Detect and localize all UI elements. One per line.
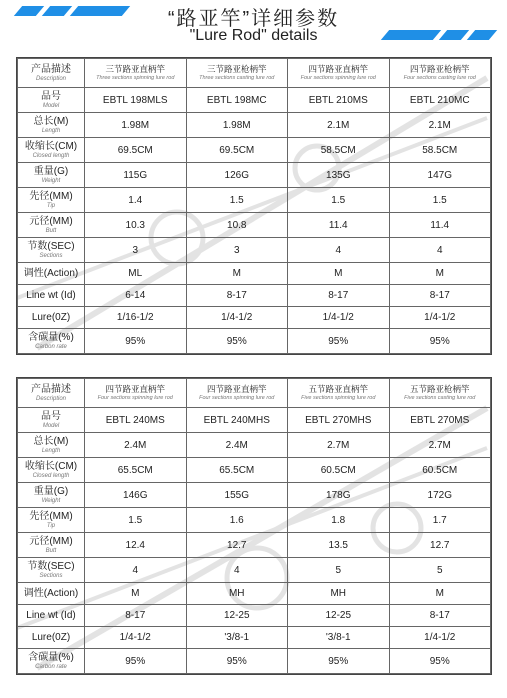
spec-table-1-wrapper xyxy=(16,57,492,355)
value-cell: 2.1M xyxy=(288,113,390,138)
rod-name: 五节路亚直柄竿 xyxy=(308,384,368,394)
rod-name: 三节路亚枪柄竿 xyxy=(206,64,267,74)
corner-label: 产品描述 xyxy=(31,383,71,395)
table-row xyxy=(18,508,491,533)
row-label-cell xyxy=(18,188,85,213)
rod-name-en: Four sections spinning lure rod xyxy=(199,395,275,401)
value-cell: 1.98M xyxy=(186,113,288,138)
value-cell: 1/4-1/2 xyxy=(389,627,491,649)
table-row xyxy=(18,533,491,558)
value-cell: EBTL 240MHS xyxy=(186,408,288,433)
table-row xyxy=(18,605,491,627)
spec-table-1 xyxy=(17,58,491,354)
table-row xyxy=(18,163,491,188)
value-cell: 4 xyxy=(389,238,491,263)
row-label: 收缩长(CM) xyxy=(24,460,78,472)
rod-name-en: Five sections spinning lure rod xyxy=(301,395,376,401)
row-label: 先径(MM) xyxy=(29,510,73,522)
value-cell: 58.5CM xyxy=(288,138,390,163)
row-label: 品号 xyxy=(41,410,61,422)
spec-table-2-wrapper xyxy=(16,377,492,675)
value-cell: 69.5CM xyxy=(186,138,288,163)
value-cell: 95% xyxy=(186,649,288,674)
rod-header-cell xyxy=(288,59,390,88)
table-row xyxy=(18,558,491,583)
row-label-cell xyxy=(18,238,85,263)
row-sublabel: Sections xyxy=(39,572,63,579)
value-cell: 1.5 xyxy=(389,188,491,213)
rod-name: 四节路亚直柄竿 xyxy=(105,384,165,394)
value-cell: 58.5CM xyxy=(389,138,491,163)
row-sublabel: Length xyxy=(41,447,61,454)
row-label-cell xyxy=(18,433,85,458)
row-label: 含碳量(%) xyxy=(28,331,74,343)
value-cell: M xyxy=(85,583,187,605)
value-cell: EBTL 240MS xyxy=(85,408,187,433)
rod-header-cell xyxy=(389,59,491,88)
value-cell: 95% xyxy=(288,649,390,674)
value-cell: 8-17 xyxy=(389,285,491,307)
value-cell: 3 xyxy=(186,238,288,263)
value-cell: MH xyxy=(186,583,288,605)
value-cell: EBTL 210MS xyxy=(288,88,390,113)
value-cell: 8-17 xyxy=(389,605,491,627)
value-cell: 8-17 xyxy=(85,605,187,627)
value-cell: EBTL 270MHS xyxy=(288,408,390,433)
value-cell: 2.4M xyxy=(186,433,288,458)
row-label-cell xyxy=(18,213,85,238)
row-label: 元径(MM) xyxy=(29,535,73,547)
row-sublabel: Tip xyxy=(46,522,56,529)
table-row xyxy=(18,649,491,674)
value-cell: 6-14 xyxy=(85,285,187,307)
row-label: 品号 xyxy=(41,90,61,102)
row-sublabel: Model xyxy=(42,102,60,109)
row-label-cell xyxy=(18,138,85,163)
value-cell: 65.5CM xyxy=(85,458,187,483)
row-label: Line wt (Id) xyxy=(26,609,76,621)
page-subtitle: "Lure Rod" details xyxy=(189,27,318,44)
value-cell: 1/4-1/2 xyxy=(389,307,491,329)
row-label-cell xyxy=(18,408,85,433)
value-cell: '3/8-1 xyxy=(186,627,288,649)
rod-name: 四节路亚直柄竿 xyxy=(206,384,267,394)
rod-name-en: Three sections casting lure rod xyxy=(199,75,275,81)
row-label-cell xyxy=(18,583,85,605)
value-cell: 178G xyxy=(288,483,390,508)
value-cell: EBTL 198MLS xyxy=(85,88,187,113)
rod-name-en: Four sections spinning lure rod xyxy=(300,75,376,81)
row-label: 含碳量(%) xyxy=(28,651,74,663)
value-cell: 12.7 xyxy=(389,533,491,558)
value-cell: 1/4-1/2 xyxy=(85,627,187,649)
value-cell: EBTL 270MS xyxy=(389,408,491,433)
row-label-cell xyxy=(18,329,85,354)
row-label: 调性(Action) xyxy=(23,587,79,599)
rod-name: 四节路亚枪柄竿 xyxy=(409,64,470,74)
value-cell: EBTL 198MC xyxy=(186,88,288,113)
row-label-cell xyxy=(18,285,85,307)
value-cell: 8-17 xyxy=(288,285,390,307)
row-label: 总长(M) xyxy=(33,435,69,447)
value-cell: '3/8-1 xyxy=(288,627,390,649)
value-cell: 95% xyxy=(288,329,390,354)
value-cell: 4 xyxy=(85,558,187,583)
table-row xyxy=(18,458,491,483)
value-cell: 115G xyxy=(85,163,187,188)
value-cell: 146G xyxy=(85,483,187,508)
row-label: 节数(SEC) xyxy=(27,560,75,572)
row-label: 节数(SEC) xyxy=(27,240,75,252)
rod-header-cell xyxy=(85,379,187,408)
row-label: 总长(M) xyxy=(33,115,69,127)
rod-name: 三节路亚直柄竿 xyxy=(105,64,165,74)
row-sublabel: Length xyxy=(41,127,61,134)
table-row xyxy=(18,238,491,263)
row-label-cell xyxy=(18,649,85,674)
table-row xyxy=(18,329,491,354)
table-row xyxy=(18,213,491,238)
row-label-cell xyxy=(18,113,85,138)
table-row xyxy=(18,483,491,508)
table-row xyxy=(18,627,491,649)
table-row xyxy=(18,583,491,605)
value-cell: 5 xyxy=(288,558,390,583)
row-sublabel: Carbon rate xyxy=(35,663,67,670)
value-cell: 1.5 xyxy=(288,188,390,213)
value-cell: 3 xyxy=(85,238,187,263)
row-label-cell xyxy=(18,307,85,329)
row-label: Lure(0Z) xyxy=(31,631,71,643)
value-cell: EBTL 210MC xyxy=(389,88,491,113)
value-cell: M xyxy=(389,583,491,605)
value-cell: 10.8 xyxy=(186,213,288,238)
table-row xyxy=(18,433,491,458)
value-cell: 4 xyxy=(186,558,288,583)
table-row xyxy=(18,285,491,307)
row-label: 先径(MM) xyxy=(29,190,73,202)
row-label-cell xyxy=(18,508,85,533)
spec-table-2 xyxy=(17,378,491,674)
value-cell: 8-17 xyxy=(186,285,288,307)
value-cell: 10.3 xyxy=(85,213,187,238)
row-label-cell xyxy=(18,263,85,285)
corner-sublabel: Description xyxy=(35,395,66,402)
value-cell: 12.4 xyxy=(85,533,187,558)
value-cell: M xyxy=(288,263,390,285)
table-header-row xyxy=(18,59,491,88)
value-cell: 95% xyxy=(389,649,491,674)
row-sublabel: Model xyxy=(42,422,60,429)
value-cell: 172G xyxy=(389,483,491,508)
value-cell: M xyxy=(389,263,491,285)
value-cell: ML xyxy=(85,263,187,285)
value-cell: 155G xyxy=(186,483,288,508)
rod-name-en: Four sections spinning lure rod xyxy=(97,395,173,401)
row-sublabel: Sections xyxy=(39,252,63,259)
rod-name-en: Five sections casting lure rod xyxy=(404,395,476,401)
corner-cell xyxy=(18,59,85,88)
table-header-row xyxy=(18,379,491,408)
rod-name: 四节路亚直柄竿 xyxy=(308,64,368,74)
page-title: “路亚竿”详细参数 xyxy=(167,8,340,30)
row-label-cell xyxy=(18,533,85,558)
value-cell: 95% xyxy=(85,329,187,354)
table-row xyxy=(18,408,491,433)
row-label-cell xyxy=(18,88,85,113)
table-row xyxy=(18,138,491,163)
value-cell: 1.5 xyxy=(85,508,187,533)
row-label: Line wt (Id) xyxy=(26,289,76,301)
corner-cell xyxy=(18,379,85,408)
corner-label: 产品描述 xyxy=(31,63,71,75)
value-cell: 12-25 xyxy=(186,605,288,627)
value-cell: 5 xyxy=(389,558,491,583)
value-cell: 65.5CM xyxy=(186,458,288,483)
row-sublabel: Closed length xyxy=(32,152,70,159)
corner-sublabel: Description xyxy=(35,75,66,82)
row-sublabel: Weight xyxy=(41,497,61,504)
value-cell: 135G xyxy=(288,163,390,188)
value-cell: 13.5 xyxy=(288,533,390,558)
value-cell: 2.4M xyxy=(85,433,187,458)
value-cell: 2.7M xyxy=(288,433,390,458)
rod-name-en: Three sections spinning lure rod xyxy=(96,75,175,81)
value-cell: 1/4-1/2 xyxy=(288,307,390,329)
row-label: Lure(0Z) xyxy=(31,311,71,323)
row-label-cell xyxy=(18,483,85,508)
value-cell: 1.98M xyxy=(85,113,187,138)
value-cell: 1.6 xyxy=(186,508,288,533)
value-cell: MH xyxy=(288,583,390,605)
table-row xyxy=(18,113,491,138)
rod-header-cell xyxy=(186,379,288,408)
row-label-cell xyxy=(18,627,85,649)
row-sublabel: Tip xyxy=(46,202,56,209)
value-cell: 1/16-1/2 xyxy=(85,307,187,329)
value-cell: 2.1M xyxy=(389,113,491,138)
table-row xyxy=(18,263,491,285)
value-cell: 1.7 xyxy=(389,508,491,533)
value-cell: 147G xyxy=(389,163,491,188)
value-cell: 1.5 xyxy=(186,188,288,213)
value-cell: 4 xyxy=(288,238,390,263)
table-row xyxy=(18,88,491,113)
value-cell: 1/4-1/2 xyxy=(186,307,288,329)
rod-header-cell xyxy=(288,379,390,408)
value-cell: 12.7 xyxy=(186,533,288,558)
row-sublabel: Carbon rate xyxy=(35,343,67,350)
value-cell: 95% xyxy=(85,649,187,674)
row-label-cell xyxy=(18,558,85,583)
row-label-cell xyxy=(18,605,85,627)
rod-name-en: Four sections casting lure rod xyxy=(403,75,476,81)
row-label: 收缩长(CM) xyxy=(24,140,78,152)
value-cell: 126G xyxy=(186,163,288,188)
rod-header-cell xyxy=(186,59,288,88)
value-cell: 1.4 xyxy=(85,188,187,213)
rod-header-cell xyxy=(389,379,491,408)
value-cell: 11.4 xyxy=(288,213,390,238)
value-cell: 11.4 xyxy=(389,213,491,238)
value-cell: 60.5CM xyxy=(389,458,491,483)
row-label-cell xyxy=(18,163,85,188)
row-sublabel: Butt xyxy=(45,547,57,554)
value-cell: 12-25 xyxy=(288,605,390,627)
rod-name: 五节路亚枪柄竿 xyxy=(409,384,470,394)
row-label: 调性(Action) xyxy=(23,267,79,279)
row-label: 重量(G) xyxy=(33,485,69,497)
value-cell: M xyxy=(186,263,288,285)
row-label-cell xyxy=(18,458,85,483)
rod-header-cell xyxy=(85,59,187,88)
value-cell: 2.7M xyxy=(389,433,491,458)
value-cell: 1.8 xyxy=(288,508,390,533)
row-label: 重量(G) xyxy=(33,165,69,177)
table-row xyxy=(18,188,491,213)
value-cell: 95% xyxy=(186,329,288,354)
value-cell: 95% xyxy=(389,329,491,354)
table-row xyxy=(18,307,491,329)
row-sublabel: Weight xyxy=(41,177,61,184)
row-label: 元径(MM) xyxy=(29,215,73,227)
row-sublabel: Closed length xyxy=(32,472,70,479)
row-sublabel: Butt xyxy=(45,227,57,234)
value-cell: 60.5CM xyxy=(288,458,390,483)
value-cell: 69.5CM xyxy=(85,138,187,163)
